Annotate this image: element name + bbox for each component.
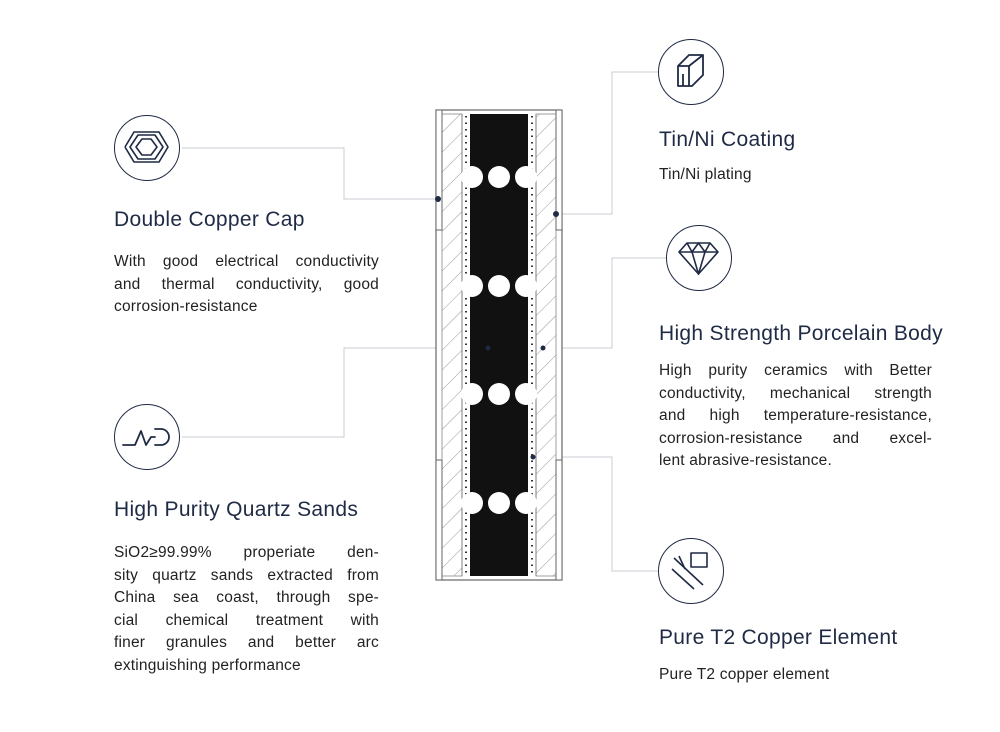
description-line: sity quartz sands extracted from (114, 566, 379, 584)
description-line: corrosion-resistance (114, 298, 258, 315)
element-title: Pure T2 Copper Element (659, 626, 898, 649)
description-line: extinguishing performance (114, 656, 301, 674)
description-line: With good electrical conductivity (114, 253, 379, 270)
hexagon-layers-icon (114, 115, 180, 181)
coated-block-icon (658, 39, 724, 105)
copper-cap-title: Double Copper Cap (114, 208, 305, 231)
cap-top-left (436, 110, 442, 230)
description-line: Pure T2 copper element (659, 666, 830, 683)
porcelain-description (659, 360, 932, 473)
description-line: conductivity, mechanical strength (659, 384, 932, 402)
porcelain-title: High Strength Porcelain Body (659, 322, 943, 345)
description-line: and thermal conductivity, good (114, 275, 379, 293)
copper-cap-description (114, 251, 379, 319)
quartz-description (114, 542, 379, 677)
slant-lines-icon (658, 538, 724, 604)
coating-title: Tin/Ni Coating (659, 128, 796, 151)
description-line: Tin/Ni plating (659, 166, 752, 183)
element-description (659, 664, 939, 687)
porcelain-wall-right (536, 114, 556, 576)
description-line: High purity ceramics with Better (659, 362, 932, 379)
description-line: China sea coast, through spe- (114, 589, 379, 606)
cap-bottom-right (556, 460, 562, 580)
description-line: cial chemical treatment with (114, 611, 379, 629)
description-line: finer granules and better arc (114, 634, 379, 651)
description-line: corrosion-resistance and excel- (659, 429, 932, 447)
description-line: and high temperature-resistance, (659, 407, 932, 424)
coating-description (659, 164, 939, 187)
quartz-title: High Purity Quartz Sands (114, 498, 359, 521)
waveform-icon (114, 404, 180, 470)
leader-lines (182, 72, 666, 571)
diamond-icon (666, 225, 732, 291)
description-line: lent abrasive-resistance. (659, 452, 832, 469)
description-line: SiO2≥99.99% properiate den- (114, 544, 379, 561)
cap-bottom-left (436, 460, 442, 580)
porcelain-wall-left (442, 114, 462, 576)
